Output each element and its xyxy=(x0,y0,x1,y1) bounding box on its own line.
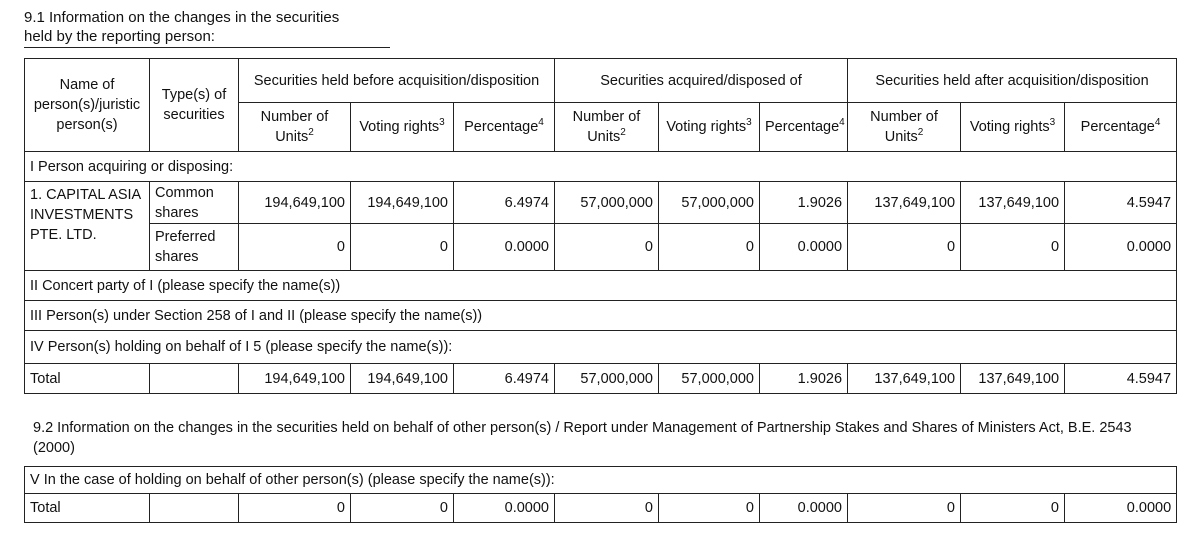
total-label: Total xyxy=(25,364,150,394)
header-name: Name of person(s)/juristic person(s) xyxy=(25,59,150,152)
value-cell: 4.5947 xyxy=(1065,182,1177,224)
total-cell: 194,649,100 xyxy=(239,364,351,394)
total-cell: 0 xyxy=(555,494,659,523)
subheader-units: Number of Units$^2$ xyxy=(555,103,659,152)
header-group-acquired: Securities acquired/disposed of xyxy=(555,59,848,103)
value-cell: 0 xyxy=(848,224,961,271)
heading-line-1: 9.1 Information on the changes in the securities xyxy=(24,9,340,26)
value-cell: 6.4974 xyxy=(454,182,555,224)
total-cell: 1.9026 xyxy=(760,364,848,394)
total-cell: 6.4974 xyxy=(454,364,555,394)
value-cell: 0.0000 xyxy=(1065,224,1177,271)
subheader-percentage: Percentage$^4$ xyxy=(454,103,555,152)
total-cell: 0 xyxy=(239,494,351,523)
subheader-percentage: Percentage$^4$ xyxy=(760,103,848,152)
value-cell: 1.9026 xyxy=(760,182,848,224)
empty-cell xyxy=(150,364,239,394)
heading-line-2: held by the reporting person: xyxy=(24,28,215,45)
subheader-percentage: Percentage$^4$ xyxy=(1065,103,1177,152)
subheader-voting: Voting rights$^3$ xyxy=(659,103,760,152)
section-heading xyxy=(24,8,339,46)
total-cell: 194,649,100 xyxy=(351,364,454,394)
value-cell: 194,649,100 xyxy=(351,182,454,224)
value-cell: 57,000,000 xyxy=(659,182,760,224)
table-row xyxy=(25,182,1177,224)
section-3-label: III Person(s) under Section 258 of I and II (please specify the name(s)) xyxy=(25,301,1177,331)
total-cell: 0 xyxy=(659,494,760,523)
total-cell: 137,649,100 xyxy=(961,364,1065,394)
section-1-label: I Person acquiring or disposing: xyxy=(25,152,1177,182)
value-cell: 57,000,000 xyxy=(555,182,659,224)
value-cell: 0 xyxy=(239,224,351,271)
total-cell: 0.0000 xyxy=(454,494,555,523)
value-cell: 137,649,100 xyxy=(848,182,961,224)
section-4-label: IV Person(s) holding on behalf of I 5 (please specify the name(s)): xyxy=(25,331,1177,364)
total-cell: 57,000,000 xyxy=(555,364,659,394)
total-cell: 0 xyxy=(961,494,1065,523)
empty-cell xyxy=(150,494,239,523)
total-cell: 0 xyxy=(351,494,454,523)
total-cell: 0.0000 xyxy=(1065,494,1177,523)
heading-underline xyxy=(24,47,390,48)
value-cell: 0 xyxy=(351,224,454,271)
header-type: Type(s) of securities xyxy=(150,59,239,152)
subheader-units: Number of Units$^2$ xyxy=(848,103,961,152)
total-row xyxy=(25,364,1177,394)
header-group-before: Securities held before acquisition/disposition xyxy=(239,59,555,103)
total-cell: 0 xyxy=(848,494,961,523)
security-type: Common shares xyxy=(150,182,239,224)
total-cell: 57,000,000 xyxy=(659,364,760,394)
entity-name: 1. CAPITAL ASIA INVESTMENTS PTE. LTD. xyxy=(25,182,150,271)
value-cell: 0.0000 xyxy=(760,224,848,271)
value-cell: 0 xyxy=(659,224,760,271)
section-9-2-text: 9.2 Information on the changes in the securities held on behalf of other person(s) / Report under Management of Partnership Stakes and Shares of Ministers Act, B.E. 2543 (2000) xyxy=(33,420,1132,456)
securities-table xyxy=(24,58,1177,394)
total-cell: 137,649,100 xyxy=(848,364,961,394)
value-cell: 0.0000 xyxy=(454,224,555,271)
header-group-after: Securities held after acquisition/disposition xyxy=(848,59,1177,103)
value-cell: 137,649,100 xyxy=(961,182,1065,224)
total-cell: 0.0000 xyxy=(760,494,848,523)
subheader-units: Number of Units$^2$ xyxy=(239,103,351,152)
total-label: Total xyxy=(25,494,150,523)
table-row xyxy=(25,224,1177,271)
total-cell: 4.5947 xyxy=(1065,364,1177,394)
value-cell: 194,649,100 xyxy=(239,182,351,224)
section-5-label: V In the case of holding on behalf of other person(s) (please specify the name(s)): xyxy=(25,467,1177,494)
total-row xyxy=(25,494,1177,523)
value-cell: 0 xyxy=(961,224,1065,271)
section-2-label: II Concert party of I (please specify the name(s)) xyxy=(25,271,1177,301)
subheader-voting: Voting rights$^3$ xyxy=(351,103,454,152)
behalf-table xyxy=(24,466,1177,523)
security-type: Preferred shares xyxy=(150,224,239,271)
subheader-voting: Voting rights$^3$ xyxy=(961,103,1065,152)
value-cell: 0 xyxy=(555,224,659,271)
